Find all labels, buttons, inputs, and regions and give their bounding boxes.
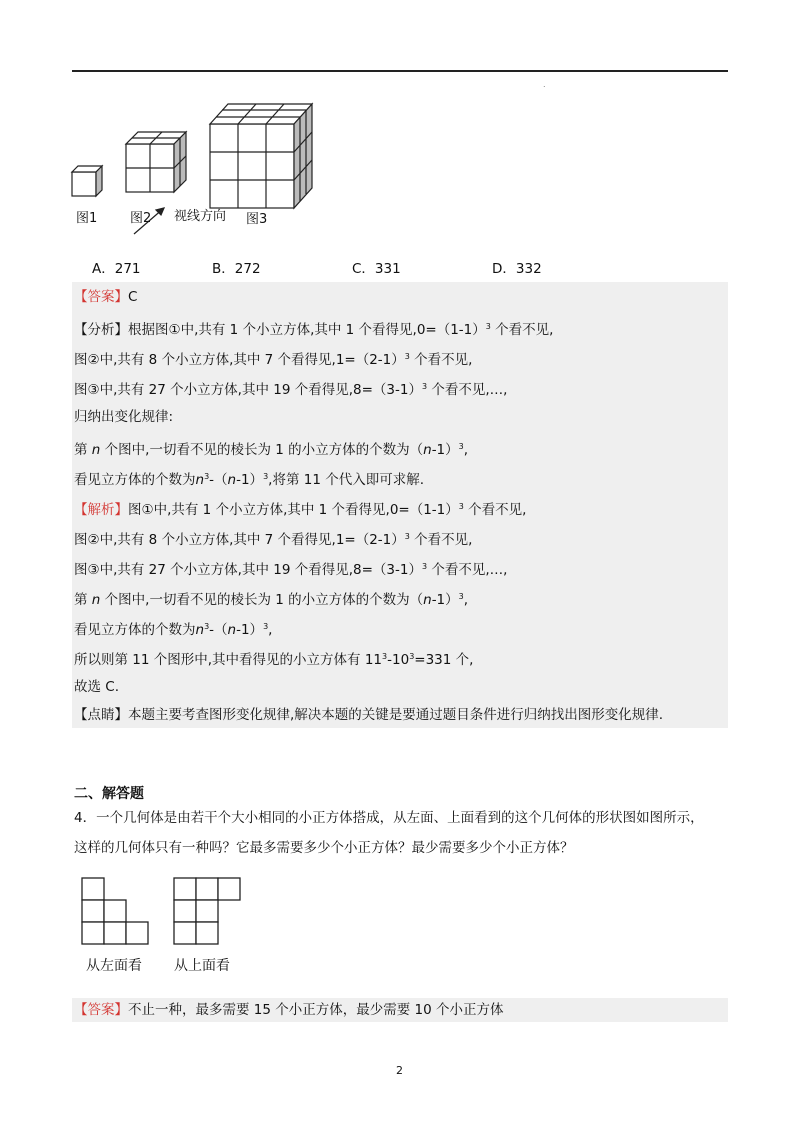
solution-line-5: 看见立方体的个数为$n^3-(n-1)^3$, — [74, 622, 273, 638]
fig2-caption: 图2 — [130, 211, 152, 226]
sight-direction-label: 视线方向 — [174, 209, 227, 224]
comment-line: 【点睛】本题主要考查图形变化规律,解决本题的关键是要通过题目条件进行归纳找出图形变化规律. — [74, 707, 664, 723]
solution-line-6: 所以则第 11 个图形中,其中看得见的小立方体有 $11^3-10^3=331$ 个, — [74, 652, 474, 668]
solution-line-4: 第 n 个图中,一切看不见的棱长为 1 的小立方体的个数为$(n-1)^3$, — [74, 592, 469, 608]
answer-value: C — [128, 289, 138, 305]
analysis-line-3: 图③中,共有 27 个小立方体,其中 19 个看得见$,8=(3-1)^3$ 个看不见,…, — [74, 382, 508, 398]
solution-line-3: 图③中,共有 27 个小立方体,其中 19 个看得见$,8=(3-1)^3$ 个看不见,…, — [74, 562, 508, 578]
answer-line — [74, 288, 137, 306]
analysis-line-1: 【分析】根据图①中,共有 1 个小立方体,其中 1 个看得见$,0=(1-1)^3$ 个看不见, — [74, 322, 554, 338]
answer-tag: 【答案】 — [74, 289, 128, 305]
option-d: D．332 — [492, 261, 542, 277]
comment-tag: 【点睛】 — [74, 707, 128, 723]
fig3-caption: 图3 — [246, 212, 268, 227]
section-title: 二、解答题 — [74, 786, 144, 802]
top-view-grid — [174, 878, 240, 944]
cube-fig3 — [210, 104, 312, 208]
answer2-tag: 【答案】 — [74, 1002, 128, 1018]
answer2-line: 【答案】不止一种，最多需要 15 个小正方体，最少需要 10 个小正方体 — [74, 1002, 504, 1018]
top-view-caption: 从上面看 — [174, 958, 230, 974]
page-number: 2 — [396, 1064, 403, 1077]
cube-fig1 — [72, 166, 102, 196]
option-b: B．272 — [212, 261, 261, 277]
left-view-grid — [82, 878, 148, 944]
header-rule — [72, 70, 728, 72]
analysis-tag: 【分析】 — [74, 322, 128, 338]
question-line-2: 这样的几何体只有一种吗？它最多需要多少个小正方体？最少需要多少个小正方体？ — [74, 840, 574, 856]
fig1-caption: 图1 — [76, 211, 98, 226]
header-dot: . — [543, 80, 546, 89]
solution-tag: 【解析】 — [74, 502, 128, 518]
option-c: C．331 — [352, 261, 401, 277]
analysis-line-4: 归纳出变化规律: — [74, 409, 174, 425]
question-line-1: 4．一个几何体是由若干个大小相同的小正方体搭成，从左面、上面看到的这个几何体的形状图如图所示， — [74, 810, 704, 826]
left-view-caption: 从左面看 — [86, 958, 142, 974]
solution-line-1: 【解析】图①中,共有 1 个小立方体,其中 1 个看得见$,0=(1-1)^3$ 个看不见, — [74, 502, 527, 518]
analysis-line-6: 看见立方体的个数为$n^3-(n-1)^3$,将第 11 个代入即可求解. — [74, 472, 424, 488]
analysis-line-5: 第 n 个图中,一切看不见的棱长为 1 的小立方体的个数为$(n-1)^3$, — [74, 442, 469, 458]
solution-line-7: 故选 C. — [74, 679, 120, 695]
option-a: A．271 — [92, 261, 141, 277]
cube-fig2 — [126, 132, 186, 192]
analysis-line-2: 图②中,共有 8 个小立方体,其中 7 个看得见$,1=(2-1)^3$ 个看不见, — [74, 352, 473, 368]
solution-line-2: 图②中,共有 8 个小立方体,其中 7 个看得见$,1=(2-1)^3$ 个看不见, — [74, 532, 473, 548]
view-diagrams — [80, 876, 250, 948]
